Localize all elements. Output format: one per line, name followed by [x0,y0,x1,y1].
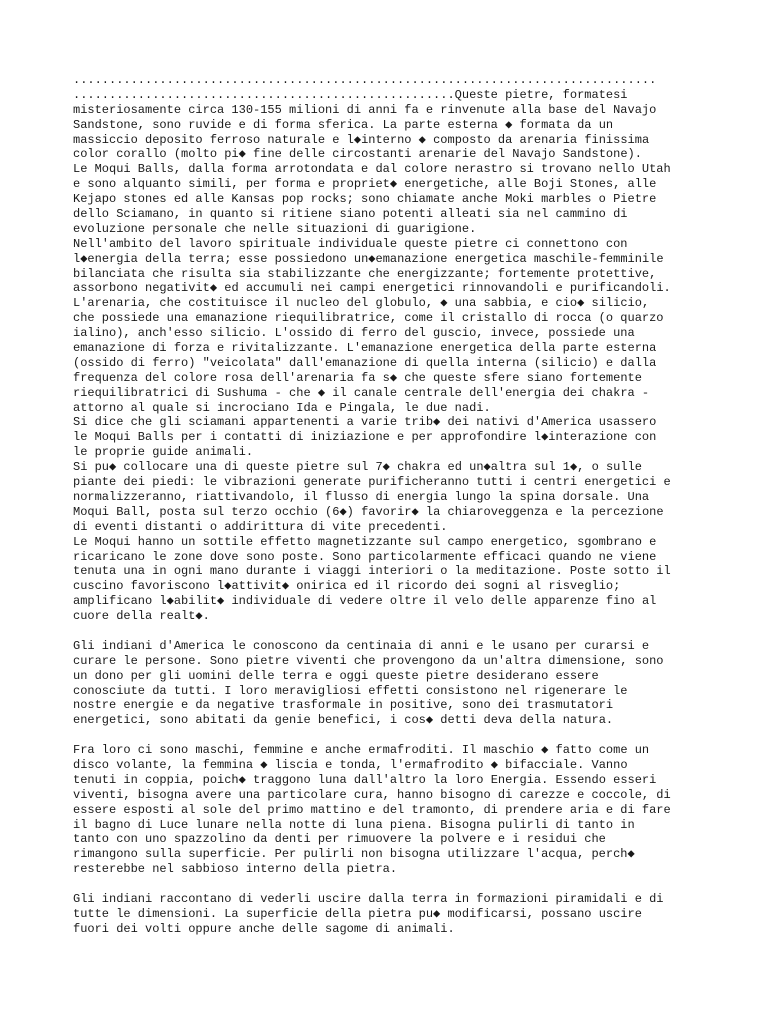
text-line: misteriosamente circa 130-155 milioni di anni fa e rinvenute alla base del Navajo [73,102,657,117]
text-line: energetici, sono abitati da genie benefici, i cos◆ detti deva della natura. [73,713,614,728]
text-line: frequenza del colore rosa dell'arenaria fa s◆ che queste sfere siano fortemente [73,370,642,385]
text-line: tutte le dimensioni. La superficie della pietra pu◆ modificarsi, possano uscire [73,906,642,921]
blank-line: Gli indiani raccontano di vederli uscire dalla terra in formazioni piramidali e di [73,891,664,906]
document-body [73,73,703,952]
blank-line [73,624,703,639]
text-line: tanto con uno spazzolino da denti per rimuovere la polvere e i residui che [73,832,606,847]
text-line: ricaricano le zone dove sono poste. Sono particolarmente efficaci quando ne viene [73,549,657,564]
text-line: curare le persone. Sono pietre viventi che provengono da un'altra dimensione, sono [73,653,664,668]
text-line: normalizzeranno, riattivandolo, il flusso di energia lungo la spina dorsale. Una [73,489,650,504]
text-line: Moqui Ball, posta sul terzo occhio (6◆) favorir◆ la chiaroveggenza e la percezione [73,504,664,519]
text-line: evoluzione personale che nelle situazioni di guarigione. [73,221,477,236]
text-line: l◆energia della terra; esse possiedono un◆emanazione energetica maschile-femminile [73,251,664,266]
text-line: di eventi distanti o addirittura di vite precedenti. [73,519,448,534]
text-line: conosciute da tutti. I loro meravigliosi effetti consistono nel rigenerare le [73,683,628,698]
text-line: nostre energie e da negative trasformale in positive, sono dei trasmutatori [73,698,614,713]
text-line: resterebbe nel sabbioso interno della pietra. [73,862,398,877]
text-line: il bagno di Luce lunare nella notte di luna piena. Bisogna pulirli di tanto in [73,817,635,832]
text-line: disco volante, la femmina ◆ liscia e tonda, l'ermafrodito ◆ bifacciale. Vanno [73,757,628,772]
text-line: dello Sciamano, in quanto si ritiene siano potenti alleati sia nel cammino di [73,207,628,222]
text-line: tenuti in coppia, poich◆ traggono luna dall'altro la loro Energia. Essendo esseri [73,772,657,787]
text-line: ialino), anch'esso silicio. L'ossido di ferro del guscio, invece, possiede una [73,326,635,341]
text-line: Si pu◆ collocare una di queste pietre sul 7◆ chakra ed un◆altra sul 1◆, o sulle [73,460,642,475]
text-line: le proprie guide animali. [73,445,254,460]
text-line: bilanciata che risulta sia stabilizzante che energizzante; fortemente protettive, [73,266,657,281]
text-line: Le Moqui hanno un sottile effetto magnetizzante sul campo energetico, sgombrano e [73,534,657,549]
text-line: le Moqui Balls per i contatti di iniziazione e per approfondire l◆interazione con [73,430,657,445]
text-line: Kejapo stones ed alle Kansas pop rocks; sono chiamate anche Moki marbles o Pietre [73,192,657,207]
text-line: massiccio deposito ferroso naturale e l◆interno ◆ composto da arenaria finissima [73,132,650,147]
text-line [73,937,703,952]
text-line: emanazione di forza e rivitalizzante. L'emanazione energetica della parte esterna [73,341,657,356]
text-line: viventi, bisogna avere una particolare cura, hanno bisogno di carezze e coccole, di [73,787,671,802]
text-line: attorno al quale si incrociano Ida e Pingala, le due nadi. [73,400,491,415]
text-line: Sandstone, sono ruvide e di forma sferica. La parte esterna ◆ formata da un [73,117,614,132]
blank-line [73,728,703,743]
text-line: rimangono sulla superficie. Per pulirli non bisogna utilizzare l'acqua, perch◆ [73,847,635,862]
text-line: L'arenaria, che costituisce il nucleo del globulo, ◆ una sabbia, e cio◆ silicio, [73,296,650,311]
text-line: che possiede una emanazione riequilibratrice, come il cristallo di rocca (o quarzo [73,311,664,326]
text-line: Si dice che gli sciamani appartenenti a varie trib◆ dei nativi d'America usassero [73,415,657,430]
text-line [73,877,703,892]
text-line: fuori dei volti oppure anche delle sagome di animali. [73,921,455,936]
text-line: amplificano l◆abilit◆ individuale di vedere oltre il velo delle apparenze fino al [73,594,657,609]
text-line: cuscino favoriscono l◆attivit◆ onirica ed il ricordo dei sogni al risveglio; [73,579,621,594]
text-line: Fra loro ci sono maschi, femmine e anche ermafroditi. Il maschio ◆ fatto come un [73,743,650,758]
text-line: cuore della realt◆. [73,609,210,624]
text-line: assorbono negativit◆ ed accumuli nei campi energetici rinnovandoli e purificandoli. [73,281,671,296]
text-line: un dono per gli uomini delle terra e oggi queste pietre desiderano essere [73,668,599,683]
text-line: piante dei piedi: le vibrazioni generate purificheranno tutti i centri energetici e [73,475,671,490]
text-line: e sono alquanto simili, per forma e propriet◆ energetiche, alle Boji Stones, alle [73,177,657,192]
text-line: (ossido di ferro) "veicolata" dall'emanazione di quella interna (silicio) e dalla [73,355,657,370]
text-line: essere esposti al sole del primo mattino e del tramonto, di prendere aria e di fare [73,802,671,817]
text-line: riequilibratrici di Sushuma - che ◆ il canale centrale dell'energia dei chakra - [73,385,650,400]
text-line: color corallo (molto pi◆ fine delle circostanti arenarie del Navajo Sandstone). [73,147,642,162]
text-line: .....................................................Queste pietre, formatesi [73,87,628,102]
text-line: Le Moqui Balls, dalla forma arrotondata e dal colore nerastro si trovano nello Utah [73,162,671,177]
text-line: ................................................................................. [73,73,657,87]
text-line: Gli indiani d'America le conoscono da centinaia di anni e le usano per curarsi e [73,638,650,653]
text-line: Nell'ambito del lavoro spirituale individuale queste pietre ci connettono con [73,236,628,251]
text-line: tenuta una in ogni mano durante i viaggi interiori o la meditazione. Poste sotto il [73,564,671,579]
